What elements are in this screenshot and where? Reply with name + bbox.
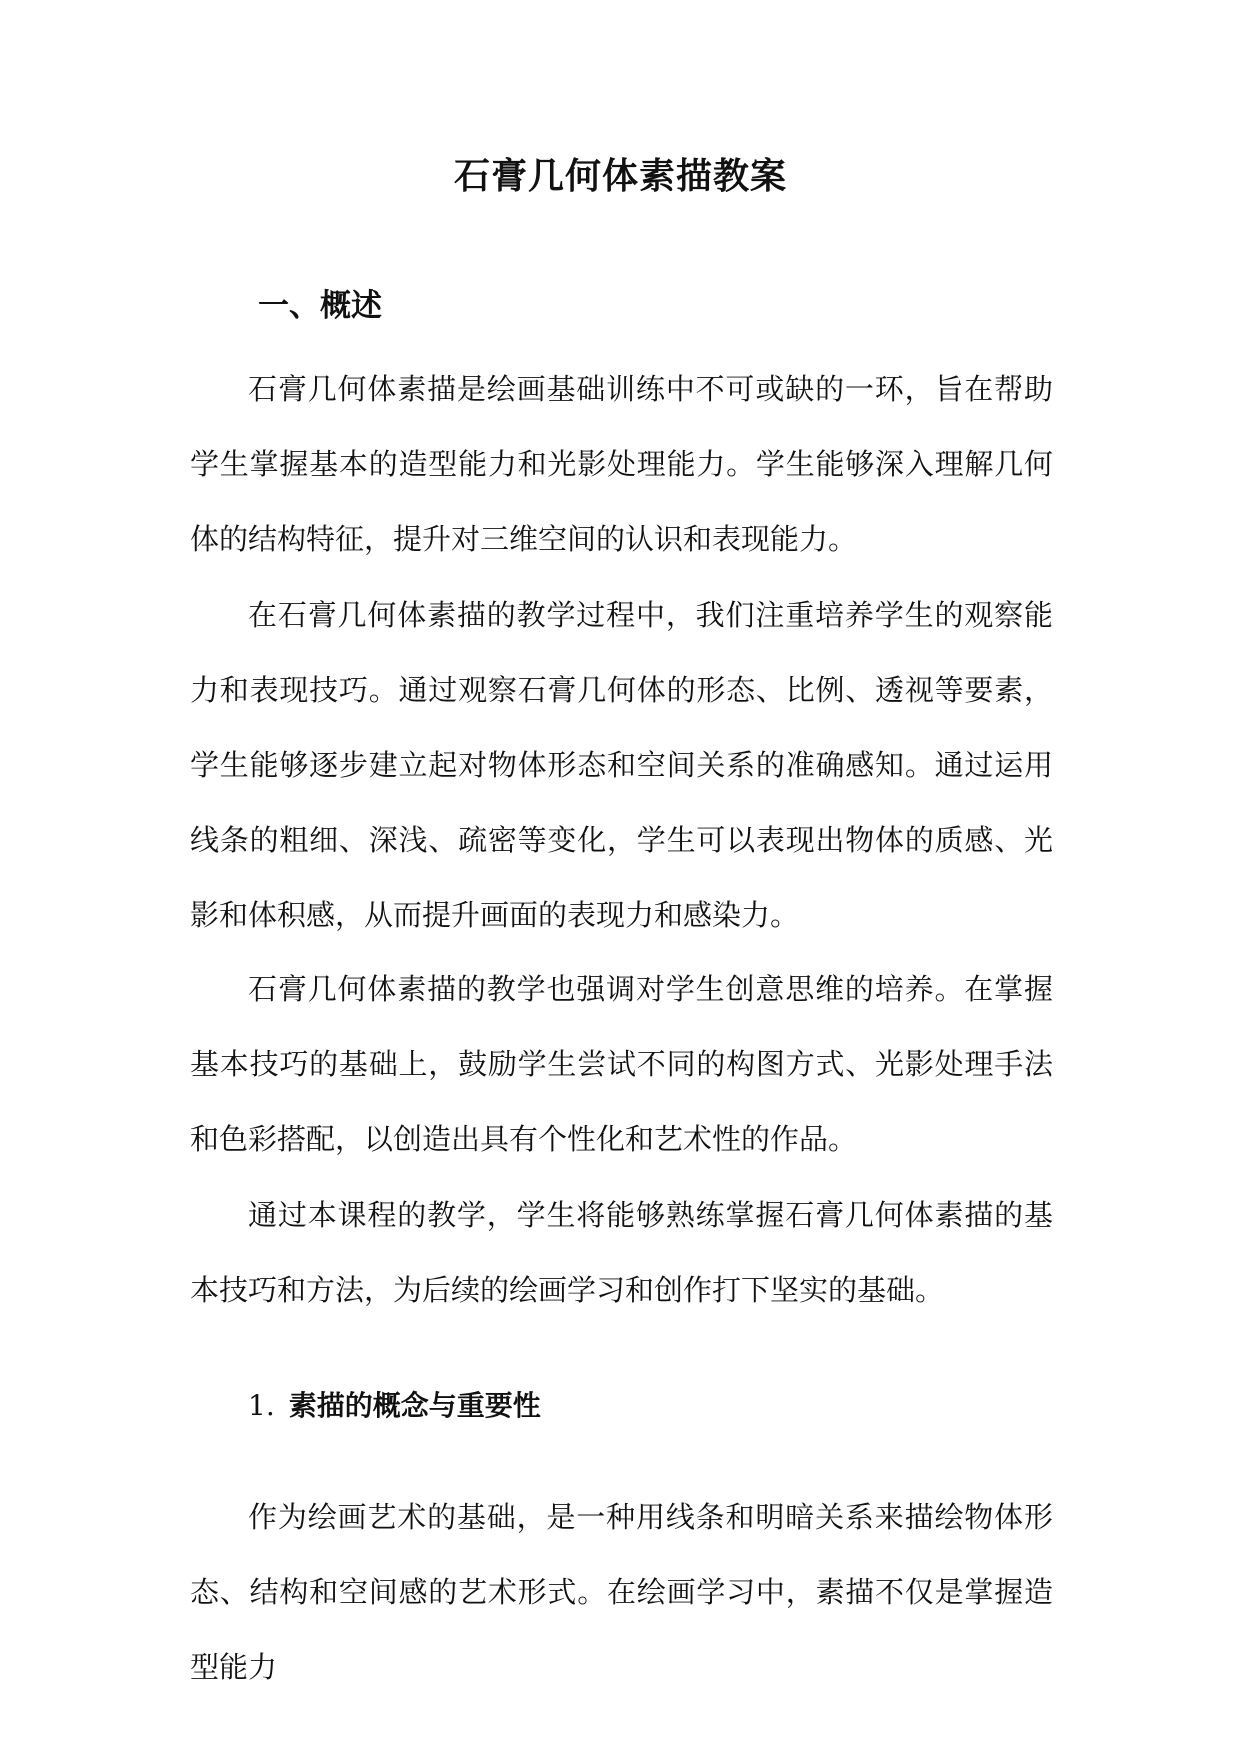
document-title: 石膏几何体素描教案 <box>453 155 787 197</box>
paragraph: 在石膏几何体素描的教学过程中，我们注重培养学生的观察能力和表现技巧。通过观察石膏几何体的形态、比例、透视等要素，学生能够逐步建立起对物体形态和空间关系的准确感知。通过运用线条的粗细、深浅、疏密等变化，学生可以表现出物体的质感、光影和体积感，从而提升画面的表现力和感染力。 <box>190 598 1053 932</box>
section-heading-overview: 一、概述 <box>258 288 382 324</box>
subsection-number: 1. <box>248 1389 275 1422</box>
paragraph: 石膏几何体素描的教学也强调对学生创意思维的培养。在掌握基本技巧的基础上，鼓励学生尝试不同的构图方式、光影处理手法和色彩搭配，以创造出具有个性化和艺术性的作品。 <box>190 972 1053 1156</box>
paragraph: 石膏几何体素描是绘画基础训练中不可或缺的一环，旨在帮助学生掌握基本的造型能力和光影处理能力。学生能够深入理解几何体的结构特征，提升对三维空间的认识和表现能力。 <box>190 372 1053 556</box>
paragraph: 作为绘画艺术的基础，是一种用线条和明暗关系来描绘物体形态、结构和空间感的艺术形式。在绘画学习中，素描不仅是掌握造型能力 <box>190 1500 1053 1684</box>
subsection-title: 素描的概念与重要性 <box>288 1389 541 1422</box>
paragraph: 通过本课程的教学，学生将能够熟练掌握石膏几何体素描的基本技巧和方法，为后续的绘画学习和创作打下坚实的基础。 <box>190 1198 1053 1307</box>
subsection-heading <box>248 1384 541 1424</box>
